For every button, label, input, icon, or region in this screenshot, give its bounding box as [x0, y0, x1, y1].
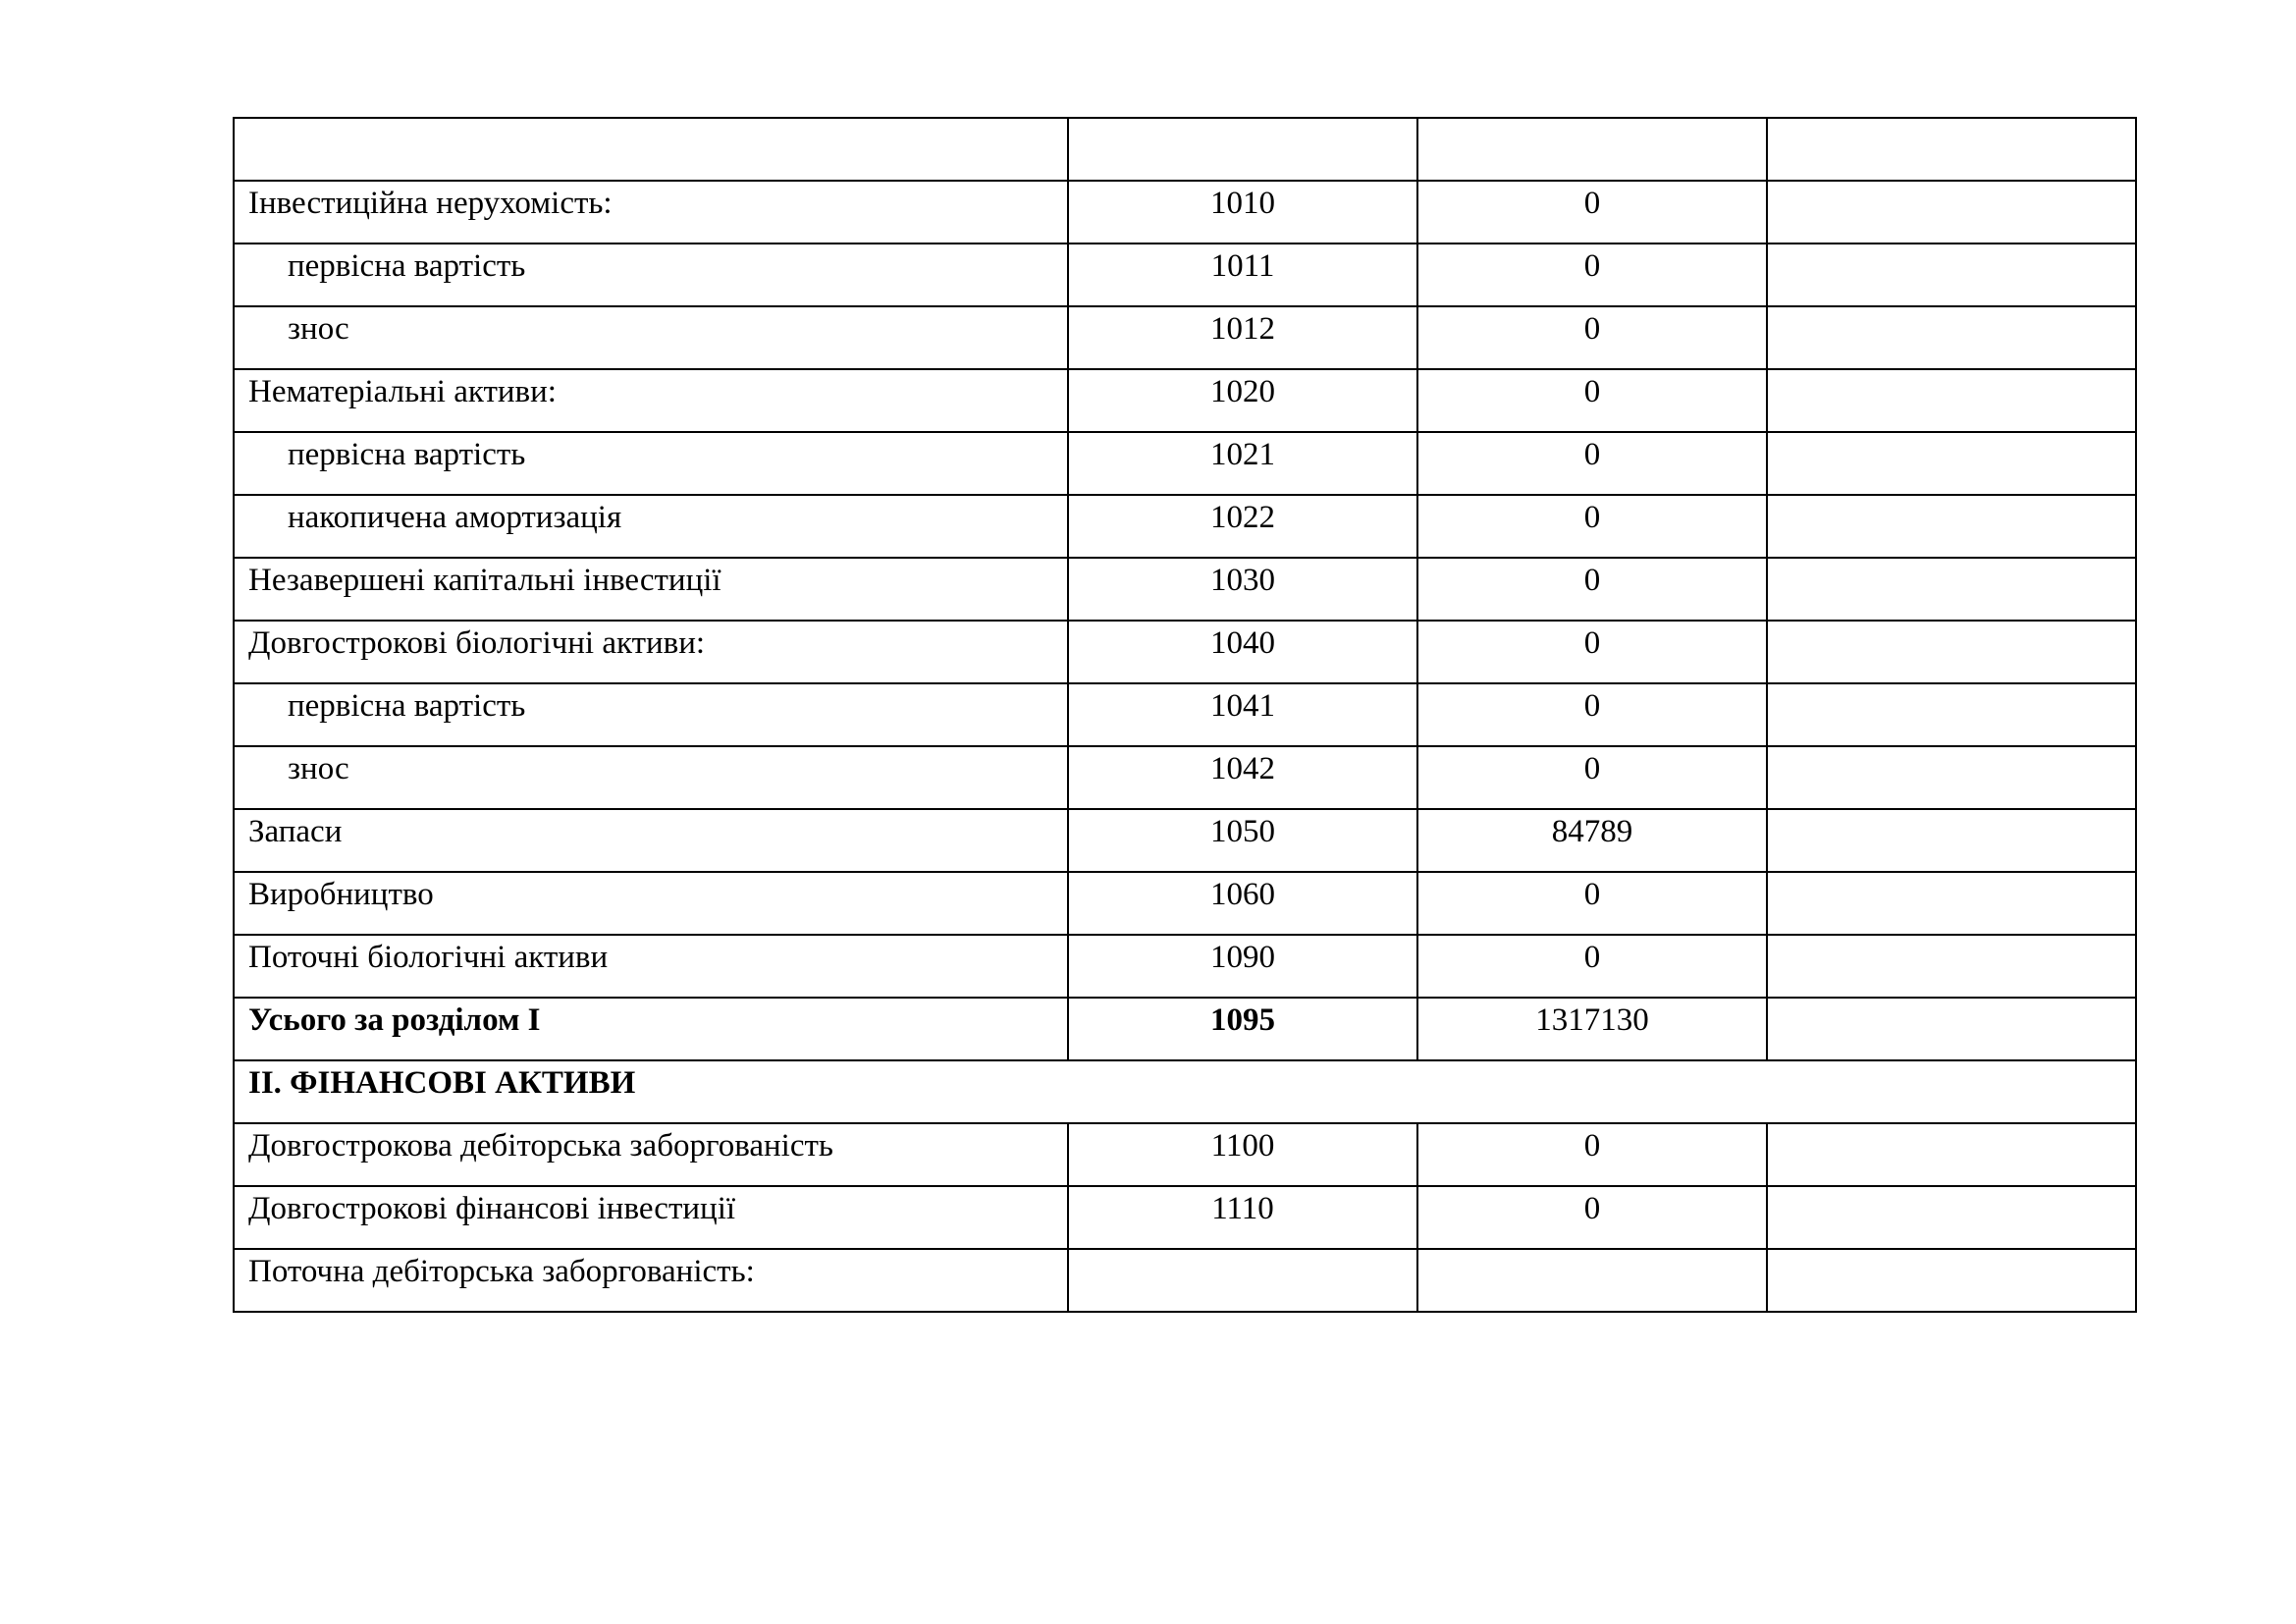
row-end-value-cell [1767, 1249, 2136, 1312]
row-code-cell: 1030 [1068, 558, 1417, 621]
header-name-cell [234, 118, 1068, 181]
table-row [234, 1123, 2136, 1186]
row-name-cell: Довгострокові біологічні активи: [234, 621, 1068, 683]
row-end-value-cell [1767, 809, 2136, 872]
row-end-value-cell [1767, 746, 2136, 809]
row-code-cell: 1040 [1068, 621, 1417, 683]
table-row [234, 621, 2136, 683]
row-start-value-cell: 0 [1417, 558, 1767, 621]
row-code-cell: 1012 [1068, 306, 1417, 369]
row-code-cell: 1021 [1068, 432, 1417, 495]
row-start-value-cell: 0 [1417, 181, 1767, 244]
total-start-value-cell: 1317130 [1417, 998, 1767, 1060]
row-name-cell: знос [234, 746, 1068, 809]
row-start-value-cell: 0 [1417, 621, 1767, 683]
row-name-cell: первісна вартість [234, 244, 1068, 306]
section-heading-row [234, 1060, 2136, 1123]
row-code-cell: 1110 [1068, 1186, 1417, 1249]
table-row [234, 306, 2136, 369]
table-row [234, 558, 2136, 621]
table-row [234, 244, 2136, 306]
row-start-value-cell: 0 [1417, 935, 1767, 998]
row-name-cell: Нематеріальні активи: [234, 369, 1068, 432]
total-code-cell: 1095 [1068, 998, 1417, 1060]
table-row [234, 746, 2136, 809]
total-name-cell: Усього за розділом І [234, 998, 1068, 1060]
row-code-cell: 1020 [1068, 369, 1417, 432]
row-start-value-cell: 0 [1417, 683, 1767, 746]
header-end-cell [1767, 118, 2136, 181]
row-name-cell: Довгострокова дебіторська заборгованість [234, 1123, 1068, 1186]
balance-table [233, 117, 2137, 1313]
header-code-cell [1068, 118, 1417, 181]
row-name-cell: Незавершені капітальні інвестиції [234, 558, 1068, 621]
row-start-value-cell: 0 [1417, 432, 1767, 495]
row-end-value-cell [1767, 683, 2136, 746]
row-name-cell: первісна вартість [234, 432, 1068, 495]
row-start-value-cell: 0 [1417, 1186, 1767, 1249]
section-heading: ІІ. ФІНАНСОВІ АКТИВИ [234, 1060, 2136, 1123]
row-code-cell: 1022 [1068, 495, 1417, 558]
total-end-value-cell [1767, 998, 2136, 1060]
row-end-value-cell [1767, 306, 2136, 369]
row-start-value-cell: 84789 [1417, 809, 1767, 872]
table-row [234, 872, 2136, 935]
table-row [234, 495, 2136, 558]
row-start-value-cell: 0 [1417, 244, 1767, 306]
row-start-value-cell [1417, 1249, 1767, 1312]
row-end-value-cell [1767, 1186, 2136, 1249]
table-row [234, 432, 2136, 495]
table-row [234, 1249, 2136, 1312]
row-code-cell: 1050 [1068, 809, 1417, 872]
row-name-cell: Виробництво [234, 872, 1068, 935]
table-row [234, 683, 2136, 746]
row-name-cell: Довгострокові фінансові інвестиції [234, 1186, 1068, 1249]
header-start-cell [1417, 118, 1767, 181]
row-name-cell: Поточні біологічні активи [234, 935, 1068, 998]
row-name-cell: Поточна дебіторська заборгованість: [234, 1249, 1068, 1312]
row-code-cell: 1042 [1068, 746, 1417, 809]
row-end-value-cell [1767, 181, 2136, 244]
row-end-value-cell [1767, 872, 2136, 935]
row-end-value-cell [1767, 935, 2136, 998]
table-row [234, 809, 2136, 872]
row-code-cell: 1060 [1068, 872, 1417, 935]
table-header-row [234, 118, 2136, 181]
row-name-cell: знос [234, 306, 1068, 369]
row-code-cell: 1100 [1068, 1123, 1417, 1186]
row-start-value-cell: 0 [1417, 495, 1767, 558]
table-row [234, 935, 2136, 998]
row-start-value-cell: 0 [1417, 369, 1767, 432]
row-code-cell: 1011 [1068, 244, 1417, 306]
row-code-cell: 1041 [1068, 683, 1417, 746]
table-row-total [234, 998, 2136, 1060]
row-start-value-cell: 0 [1417, 1123, 1767, 1186]
row-end-value-cell [1767, 244, 2136, 306]
row-end-value-cell [1767, 558, 2136, 621]
row-start-value-cell: 0 [1417, 306, 1767, 369]
row-code-cell: 1090 [1068, 935, 1417, 998]
row-start-value-cell: 0 [1417, 746, 1767, 809]
table-row [234, 1186, 2136, 1249]
row-name-cell: первісна вартість [234, 683, 1068, 746]
row-name-cell: накопичена амортизація [234, 495, 1068, 558]
row-name-cell: Інвестиційна нерухомість: [234, 181, 1068, 244]
row-end-value-cell [1767, 369, 2136, 432]
table-row [234, 369, 2136, 432]
table-row [234, 181, 2136, 244]
row-start-value-cell: 0 [1417, 872, 1767, 935]
row-end-value-cell [1767, 1123, 2136, 1186]
row-code-cell [1068, 1249, 1417, 1312]
row-name-cell: Запаси [234, 809, 1068, 872]
row-end-value-cell [1767, 495, 2136, 558]
row-end-value-cell [1767, 432, 2136, 495]
row-code-cell: 1010 [1068, 181, 1417, 244]
row-end-value-cell [1767, 621, 2136, 683]
